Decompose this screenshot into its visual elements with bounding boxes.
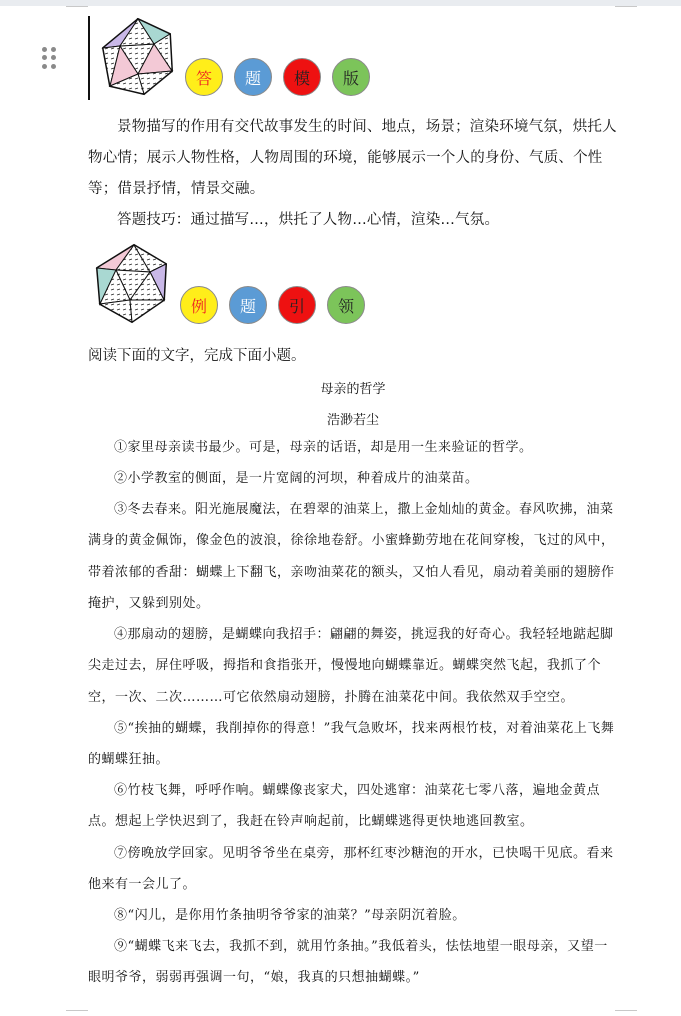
article-paragraph: ②小学教室的侧面，是一片宽阔的河坝，种着成片的油菜苗。 <box>114 471 479 486</box>
article-paragraph: ①家里母亲读书最少。可是，母亲的话语，却是用一生来验证的哲学。 <box>114 440 533 455</box>
instruction-text: 阅读下面的文字，完成下面小题。 <box>88 348 306 364</box>
icosahedron-icon <box>92 242 172 324</box>
label-circle: 题 <box>234 58 272 96</box>
article-paragraph: ⑤“挨抽的蝴蝶，我削掉你的得意！”我气急败坏，找来两根竹枝，对着油菜花上飞舞的蝴蝶狂抽。 <box>88 721 615 768</box>
body-paragraph: 答题技巧：通过描写…，烘托了人物…心情，渲染…气氛。 <box>117 212 500 228</box>
icosahedron-icon <box>98 16 178 96</box>
drag-handle-icon[interactable] <box>42 47 56 69</box>
window-top-bar <box>0 0 681 6</box>
article-paragraph: ⑦傍晚放学回家。见明爷爷坐在桌旁，那杯红枣沙糖泡的开水，已快喝干见底。看来他来有一会儿了。 <box>88 846 614 893</box>
page-corner-mark <box>66 1010 88 1011</box>
label-circle: 版 <box>332 58 370 96</box>
article-paragraph: ⑨“蝴蝶飞来飞去，我抓不到，就用竹条抽。”我低着头，怯怯地望一眼母亲，又望一眼明爷爷，弱弱再强调一句，“娘，我真的只想抽蝴蝶。” <box>88 939 608 986</box>
article-author: 浩渺若尘 <box>326 413 379 428</box>
label-circle: 模 <box>283 58 321 96</box>
label-circle: 例 <box>180 286 218 324</box>
section-label-circles <box>185 58 381 96</box>
label-circle: 答 <box>185 58 223 96</box>
label-circle: 题 <box>229 286 267 324</box>
article-paragraph: ⑧“闪儿，是你用竹条抽明爷爷家的油菜？”母亲阴沉着脸。 <box>114 908 466 923</box>
article-paragraph: ⑥竹枝飞舞，呼呼作响。蝴蝶像丧家犬，四处逃窜：油菜花七零八落，遍地金黄点点。想起上学快迟到了，我赶在铃声响起前，比蝴蝶逃得更快地逃回教室。 <box>88 783 601 830</box>
page-corner-mark <box>615 1010 637 1011</box>
body-paragraph: 景物描写的作用有交代故事发生的时间、地点，场景；渲染环境气氛，烘托人物心情；展示人物性格，人物周围的环境，能够展示一个人的身份、气质、个性等；借景抒情，情景交融。 <box>88 119 617 197</box>
page-corner-mark <box>615 6 637 7</box>
page-corner-mark <box>66 6 88 7</box>
label-circle: 领 <box>327 286 365 324</box>
label-circle: 引 <box>278 286 316 324</box>
section-divider-bar <box>88 16 90 100</box>
article-paragraph: ③冬去春来。阳光施展魔法，在碧翠的油菜上，撒上金灿灿的黄金。春风吹拂，油菜满身的黄金佩饰，像金色的波浪，徐徐地卷舒。小蜜蜂勤劳地在花间穿梭，飞过的风中，带着浓郁的香甜：蝴蝶上下翻飞，亲吻油菜花的额头，又怕人看见，扇动着美丽的翅膀作掩护，又躲到别处。 <box>88 502 615 611</box>
article-title: 母亲的哲学 <box>320 382 386 397</box>
section-label-circles <box>180 286 376 324</box>
article-paragraph: ④那扇动的翅膀，是蝴蝶向我招手：翩翩的舞姿，挑逗我的好奇心。我轻轻地踮起脚尖走过去，屏住呼吸，拇指和食指张开，慢慢地向蝴蝶靠近。蝴蝶突然飞起，我抓了个空，一次、二次………可它依然扇动翅膀，扑腾在油菜花中间。我依然双手空空。 <box>88 627 614 705</box>
